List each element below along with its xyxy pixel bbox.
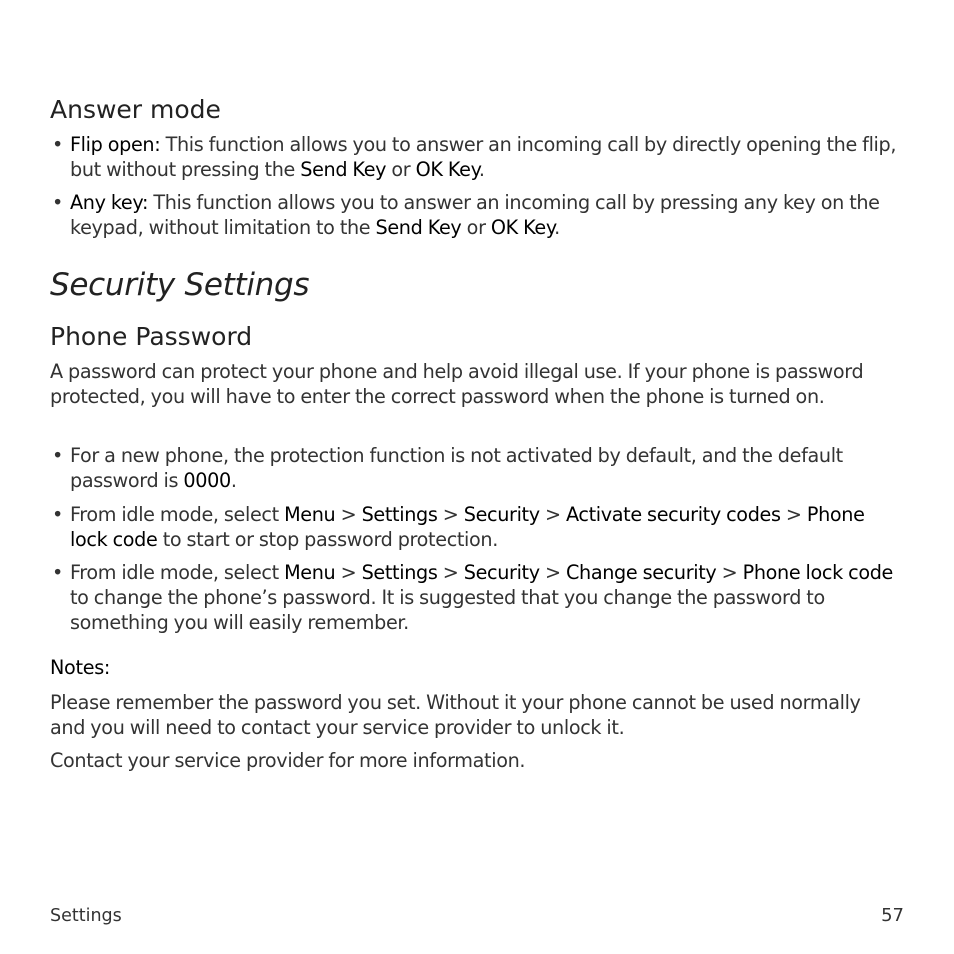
or-text: or: [461, 216, 491, 239]
flip-open-text: This function allows you to answer an incoming call by directly opening the flip, but without pressing the: [70, 133, 897, 181]
bullet-dot: •: [52, 503, 63, 526]
notes-label: Notes:: [50, 656, 111, 679]
separator: >: [437, 561, 464, 584]
idle-mode-text: From idle mode, select: [70, 503, 285, 526]
notes-paragraph-2: Contact your service provider for more information.: [50, 749, 526, 772]
list-item-activate-codes: [50, 502, 900, 552]
security-term: Security: [463, 503, 540, 526]
phone-password-intro: A password can protect your phone and help avoid illegal use. If your phone is password protected, you will have to enter the correct password when the phone is turned on.: [50, 360, 864, 408]
bullet-dot: •: [52, 133, 63, 156]
list-item-flip-open: [50, 132, 900, 182]
phone-lock-code-term: Phone lock code: [742, 561, 894, 584]
activate-security-codes-term: Activate security codes: [565, 503, 781, 526]
list-item-change-security: [50, 560, 900, 635]
separator: >: [539, 503, 566, 526]
settings-term: Settings: [361, 561, 438, 584]
default-password-code: 0000: [183, 469, 231, 492]
separator: >: [539, 561, 566, 584]
bullet-dot: •: [52, 561, 63, 584]
end-text: .: [554, 216, 560, 239]
footer-page-number: 57: [881, 905, 904, 926]
settings-term: Settings: [361, 503, 438, 526]
notes-paragraph-1: Please remember the password you set. Without it your phone cannot be used normally and you will need to contact your service provider to unlock it.: [50, 691, 861, 739]
manual-page: [50, 0, 904, 954]
flip-open-label: Flip open:: [70, 133, 161, 156]
list-item-default-password: [50, 443, 900, 493]
ok-key-term: OK Key: [490, 216, 555, 239]
separator: >: [780, 503, 807, 526]
any-key-text: This function allows you to answer an incoming call by pressing any key on the keypad, without limitation to the: [70, 191, 880, 239]
list-item-any-key: [50, 190, 900, 240]
any-key-label: Any key:: [70, 191, 149, 214]
separator: >: [335, 561, 362, 584]
footer-section-name: Settings: [50, 906, 122, 926]
list-item-body: [70, 560, 900, 635]
send-key-term: Send Key: [375, 216, 462, 239]
list-item-body: [70, 132, 900, 182]
menu-term: Menu: [284, 561, 336, 584]
send-key-term: Send Key: [300, 158, 387, 181]
list-item-body: [70, 443, 900, 493]
ok-key-term: OK Key: [415, 158, 479, 181]
list-item-body: [70, 190, 900, 240]
separator: >: [716, 561, 743, 584]
security-settings-heading: Security Settings: [50, 267, 310, 303]
end-text: .: [230, 469, 237, 492]
phone-lock-code-term: Phone lock code: [70, 503, 865, 551]
separator: >: [437, 503, 464, 526]
answer-mode-heading: Answer mode: [50, 95, 221, 124]
list-item-body: [70, 502, 900, 552]
phone-password-heading: Phone Password: [50, 322, 253, 351]
idle-mode-text: From idle mode, select: [70, 561, 285, 584]
separator: >: [335, 503, 362, 526]
or-text: or: [386, 158, 416, 181]
end-text: .: [478, 158, 485, 181]
bullet-dot: •: [52, 444, 63, 467]
bullet-dot: •: [52, 191, 63, 214]
security-term: Security: [463, 561, 540, 584]
end-text: to change the phone’s password. It is suggested that you change the password to something you will easily remember.: [70, 586, 825, 634]
default-password-text: For a new phone, the protection function is not activated by default, and the default password is: [70, 444, 843, 492]
change-security-term: Change security: [565, 561, 717, 584]
end-text: to start or stop password protection.: [157, 528, 498, 551]
menu-term: Menu: [284, 503, 336, 526]
